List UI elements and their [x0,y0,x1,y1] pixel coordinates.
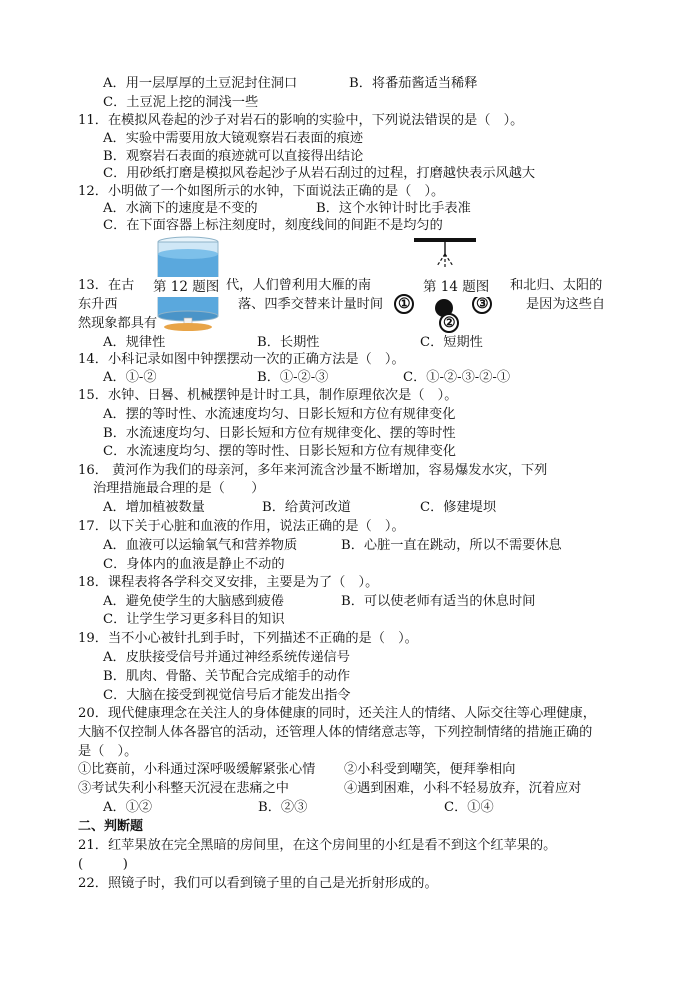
figure-12-caption: 第 12 题图 [153,279,220,295]
q14-option-c: C．①-②-③-②-① [403,370,511,385]
q19-option-b: B．肌肉、骨骼、关节配合完成缩手的动作 [103,669,351,684]
q15-option-c: C．水流速度均匀、摆的等时性、日影长短和方位有规律变化 [103,444,456,459]
answer-blank-21: ( ) [78,857,128,872]
question-13-part2b: 落、四季交替来计量时间 [238,297,384,312]
q20-statement-2: ②小科受到嘲笑，便拜拳相向 [344,762,516,777]
question-20-line2: 大脑不仅控制人体各器官的活动，还管理人体的情绪意志等，下列控制情绪的措施正确的 [78,725,593,740]
q14-option-a: A．①-② [103,370,157,385]
q12-option-b: B．这个水钟计时比手表准 [316,201,471,216]
question-13-part1a: 13．在古 [78,278,135,293]
question-19: 19．当不小心被针扎到手时，下列描述不正确的是（ ）。 [78,631,418,646]
pendulum-label-2: ② [443,315,456,331]
q20-option-c: C．①④ [444,800,494,815]
question-17: 17．以下关于心脏和血液的作用，说法正确的是（ ）。 [78,519,405,534]
q19-option-a: A．皮肤接受信号并通过神经系统传递信号 [103,650,350,665]
q15-option-b: B．水流速度均匀、日影长短和方位有规律变化、摆的等时性 [103,426,456,441]
question-20: 20．现代健康理念在关注人的身体健康的同时，还关注人的情绪、人际交往等心理健康， [78,706,596,721]
q19-option-c: C．大脑在接受到视觉信号后才能发出指令 [103,688,351,703]
section-heading-judgement: 二、判断题 [78,819,144,834]
q14-option-b: B．①-②-③ [257,370,329,385]
pendulum-label-1: ① [398,296,411,312]
q13-option-a: A．规律性 [103,335,166,350]
question-16: 16． 黄河作为我们的母亲河，多年来河流含沙量不断增加，容易爆发水灾，下列 [78,463,548,478]
question-20-line3: 是（ ）。 [78,744,138,759]
q10-option-a: A．用一层厚厚的土豆泥封住洞口 [103,76,298,91]
q16-option-c: C．修建堤坝 [420,500,497,515]
q16-option-a: A．增加植被数量 [103,500,205,515]
figure-14-caption: 第 14 题图 [423,279,490,295]
pendulum-label-3: ③ [476,296,489,312]
question-12: 12．小明做了一个如图所示的水钟，下面说法正确的是（ ）。 [78,184,445,199]
question-11: 11．在模拟风卷起的沙子对岩石的影响的实验中，下列说法错误的是（ ）。 [78,113,524,128]
q20-statement-3: ③考试失利小科整天沉浸在悲痛之中 [78,781,289,796]
q11-option-b: B．观察岩石表面的痕迹就可以直接得出结论 [103,149,364,164]
q20-statement-1: ①比赛前，小科通过深呼吸缓解紧张心情 [78,762,316,777]
q11-option-a: A．实验中需要用放大镜观察岩石表面的痕迹 [103,131,364,146]
q15-option-a: A．摆的等时性、水流速度均匀、日影长短和方位有规律变化 [103,407,456,422]
question-13-part2a: 东升西 [78,297,118,312]
q13-option-b: B．长期性 [257,335,320,350]
q10-option-c: C．土豆泥上挖的洞浅一些 [103,95,259,110]
q10-option-b: B．将番茄酱适当稀释 [349,76,478,91]
q18-option-a: A．避免使学生的大脑感到疲倦 [103,594,284,609]
question-21: 21．红苹果放在完全黑暗的房间里，在这个房间里的小红是看不到这个红苹果的。 [78,838,557,853]
q13-option-c: C．短期性 [420,335,483,350]
q12-option-a: A．水滴下的速度是不变的 [103,201,258,216]
q12-option-c: C．在下面容器上标注刻度时，刻度线间的间距不是均匀的 [103,218,443,233]
q16-option-b: B．给黄河改道 [262,500,351,515]
question-18: 18．课程表将各学科交叉安排，主要是为了（ ）。 [78,575,379,590]
question-14: 14．小科记录如图中钟摆摆动一次的正确方法是（ ）。 [78,352,405,367]
question-16-line2: 治理措施最合理的是（ ） [93,481,265,496]
question-22: 22．照镜子时，我们可以看到镜子里的自己是光折射形成的。 [78,876,438,891]
q18-option-b: B．可以使老师有适当的休息时间 [341,594,536,609]
q20-option-b: B．②③ [258,800,308,815]
question-13-part2c: 是因为这些自 [526,297,606,312]
q17-option-c: C．身体内的血液是静止不动的 [103,557,285,572]
question-15: 15．水钟、日晷、机械摆钟是计时工具，制作原理依次是（ ）。 [78,388,458,403]
question-13-part1c: 和北归、太阳的 [510,278,603,293]
q11-option-c: C．用砂纸打磨是模拟风卷起沙子从岩石刮过的过程，打磨越快表示风越大 [103,166,536,181]
q20-option-a: A．①② [103,800,153,815]
q17-option-b: B．心脏一直在跳动，所以不需要休息 [341,538,562,553]
question-13-part1b: 代，人们曾利用大雁的南 [226,278,372,293]
q18-option-c: C．让学生学习更多科目的知识 [103,612,285,627]
q20-statement-4: ④遇到困难，小科不轻易放弃，沉着应对 [344,781,582,796]
question-13-part3: 然现象都具有 [78,316,158,331]
q17-option-a: A．血液可以运输氧气和营养物质 [103,538,298,553]
